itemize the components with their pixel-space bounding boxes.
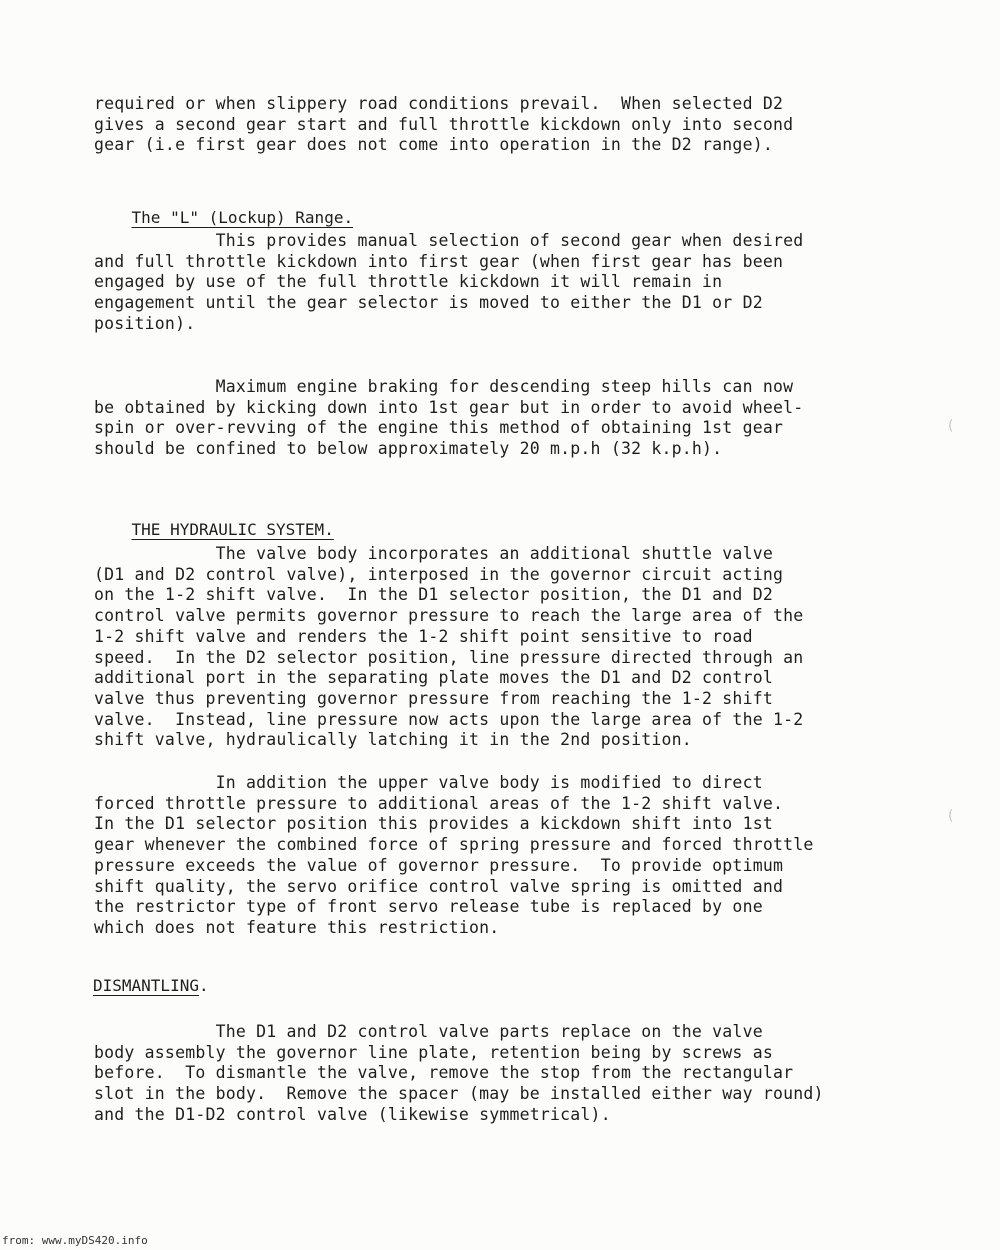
hydraulic-heading-text: THE HYDRAULIC SYSTEM.: [131, 520, 334, 539]
lockup-heading-text: The "L" (Lockup) Range.: [131, 208, 354, 227]
lockup-paragraph-1: This provides manual selection of second gear when desired and full throttle kickdown into first gear (when first gear has been engaged by use of the full throttle kickdown it will remain in engagement until the gear selector is moved to either the D1 or D2 position).: [94, 231, 804, 333]
dismantling-heading: [93, 976, 209, 996]
dismantling-heading-suffix: .: [198, 976, 209, 995]
source-footer: from: www.myDS420.info: [2, 1234, 148, 1247]
dismantling-paragraph-1: The D1 and D2 control valve parts replace on the valve body assembly the governor line plate, retention being by screws as before. To dismantle the valve, remove the stop from the rectangular slot in the body. Remove the spacer (may be installed either way round) and the D1-D2 control valve (likewise symmetrical).: [94, 1022, 824, 1124]
scan-mark: (: [948, 418, 954, 434]
lockup-paragraph-2: Maximum engine braking for descending steep hills can now be obtained by kicking down into 1st gear but in order to avoid wheel- spin or over-revving of the engine this method of obtaining 1st gear should be confined to below approximately 20 m.p.h (32 k.p.h).: [94, 377, 804, 459]
hydraulic-paragraph-2: In addition the upper valve body is modified to direct forced throttle pressure to additional areas of the 1-2 shift valve. In the D1 selector position this provides a kickdown shift into 1st gear whenever the combined force of spring pressure and forced throttle pressure exceeds the value of governor pressure. To provide optimum shift quality, the servo orifice control valve spring is omitted and the restrictor type of front servo release tube is replaced by one which does not feature this restriction.: [94, 773, 814, 937]
hydraulic-paragraph-1: The valve body incorporates an additional shuttle valve (D1 and D2 control valve), interposed in the governor circuit acting on the 1-2 shift valve. In the D1 selector position, the D1 and D2 control valve permits governor pressure to reach the large area of the 1-2 shift valve and renders the 1-2 shift point sensitive to road speed. In the D2 selector position, line pressure directed through an additional port in the separating plate moves the D1 and D2 control valve thus preventing governor pressure from reaching the 1-2 shift valve. Instead, line pressure now acts upon the large area of the 1-2 shift valve, hydraulically latching it in the 2nd position.: [94, 544, 804, 750]
intro-paragraph: required or when slippery road conditions prevail. When selected D2 gives a second gear start and full throttle kickdown only into second gear (i.e first gear does not come into operation in the D2 range).: [94, 94, 794, 155]
scan-mark: (: [948, 808, 954, 824]
dismantling-heading-text: DISMANTLING: [93, 976, 199, 995]
